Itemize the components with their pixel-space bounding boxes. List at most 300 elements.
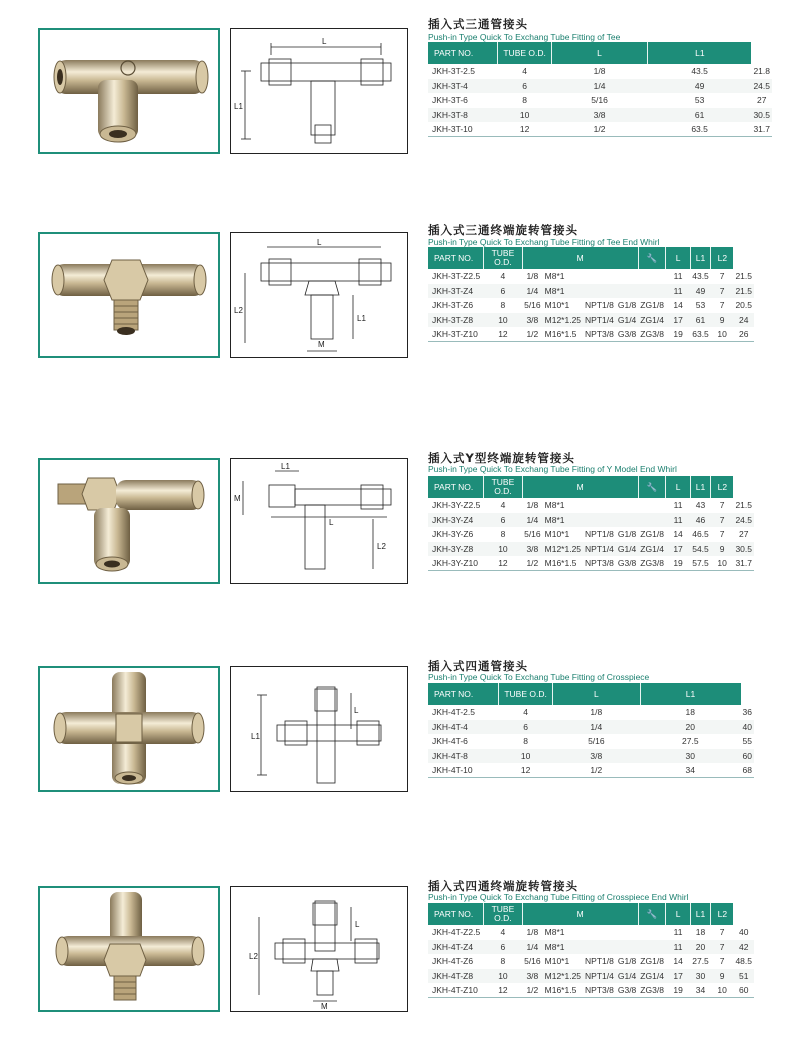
table-cell: 1/2 xyxy=(590,765,603,775)
th-L1: L1 xyxy=(640,683,741,705)
table-cell: 34 xyxy=(695,985,706,995)
title-cn: 插入式三通管接头 xyxy=(428,17,528,31)
table-cell: ZG1/8 xyxy=(640,300,664,311)
th-L1: L1 xyxy=(690,903,711,925)
table-row xyxy=(428,763,754,778)
y-end-whirl-drawing-svg xyxy=(231,459,409,585)
table-cell: 60 xyxy=(742,750,752,761)
table-row xyxy=(428,64,772,79)
table-cell: 12 xyxy=(498,985,508,995)
table-cell: 7 xyxy=(719,500,725,511)
th-tube-od: TUBE O.D. xyxy=(484,903,522,925)
table-cell: JKH-3T-4 xyxy=(432,80,468,91)
table-cell: 19 xyxy=(673,985,683,995)
table-cell: 17 xyxy=(673,314,683,325)
table-row xyxy=(428,527,754,542)
table-row xyxy=(428,284,754,299)
table-cell: G3/8 xyxy=(617,558,637,568)
table-row xyxy=(428,542,754,557)
technical-drawing-tee xyxy=(230,28,408,154)
tee-drawing-svg xyxy=(231,29,409,155)
table-row xyxy=(428,122,772,137)
table-cell: 5/16 xyxy=(524,529,541,540)
table-cell: NPT3/8 xyxy=(585,329,614,339)
th-L1: L1 xyxy=(648,42,752,64)
th-L2: L2 xyxy=(711,247,734,269)
technical-drawing-y-end-whirl xyxy=(230,458,408,584)
table-cell: 46.5 xyxy=(692,529,709,540)
table-row xyxy=(428,79,772,94)
table-cell: JKH-3T-Z4 xyxy=(432,285,474,296)
section-crosspiece-end-whirl xyxy=(0,870,790,1050)
table-cell: JKH-4T-10 xyxy=(432,765,473,775)
title-cn: 插入式四通管接头 xyxy=(428,659,528,673)
table-cell: 21.5 xyxy=(735,500,752,511)
table-cell: 20 xyxy=(685,721,696,732)
table-cell xyxy=(616,284,638,299)
table-cell: 49 xyxy=(695,285,706,296)
crosspiece-drawing-svg xyxy=(231,667,409,793)
th-L: L xyxy=(553,683,640,705)
table-cell: 24.5 xyxy=(753,80,770,91)
spec-table-tee xyxy=(428,42,772,137)
th-part-no: PART NO. xyxy=(428,903,484,925)
th-L1: L1 xyxy=(690,476,711,498)
th-part-no: PART NO. xyxy=(428,42,498,64)
table-row xyxy=(428,327,754,342)
technical-drawing-tee-end-whirl xyxy=(230,232,408,358)
section-tee xyxy=(0,0,790,180)
table-cell xyxy=(583,513,616,528)
table-cell: JKH-3Y-Z4 xyxy=(432,514,474,525)
th-L: L xyxy=(551,42,647,64)
table-cell: M16*1.5 xyxy=(544,329,577,339)
crosspiece-end-whirl-drawing-svg xyxy=(231,887,409,1013)
wrench-icon: 🔧 xyxy=(638,247,666,269)
table-cell: 21.5 xyxy=(735,271,752,282)
table-cell: 26 xyxy=(738,329,749,339)
table-cell: 4 xyxy=(523,707,528,718)
table-cell xyxy=(638,925,666,940)
table-cell xyxy=(616,940,638,955)
table-cell: 46 xyxy=(695,514,706,525)
table-row xyxy=(428,513,754,528)
table-cell: 48.5 xyxy=(735,956,752,967)
table-cell xyxy=(616,513,638,528)
table-cell: 63.5 xyxy=(692,329,709,339)
table-cell: 51 xyxy=(738,970,749,981)
table-cell: 61 xyxy=(695,314,706,325)
table-cell: 18 xyxy=(685,707,696,718)
table-cell: 1/8 xyxy=(590,707,603,718)
table-cell: 8 xyxy=(500,300,506,311)
table-cell: G1/4 xyxy=(617,314,637,325)
table-cell: JKH-4T-Z8 xyxy=(432,970,474,981)
table-cell: 19 xyxy=(673,329,683,339)
table-cell: 4 xyxy=(522,66,527,77)
table-cell: 6 xyxy=(500,285,506,296)
product-photo-tee xyxy=(38,28,220,154)
table-cell xyxy=(638,284,666,299)
table-cell: 3/8 xyxy=(526,314,539,325)
product-photo-crosspiece xyxy=(38,666,220,792)
table-cell: 10 xyxy=(717,329,727,339)
table-cell: JKH-3T-Z6 xyxy=(432,300,474,311)
table-cell: NPT1/8 xyxy=(585,300,614,311)
table-cell: ZG3/8 xyxy=(640,558,664,568)
table-cell: 27 xyxy=(738,529,749,540)
table-cell: 20.5 xyxy=(735,300,752,311)
th-tube-od: TUBE O.D. xyxy=(484,476,522,498)
th-tube-od: TUBE O.D. xyxy=(484,247,522,269)
table-cell: 31.7 xyxy=(753,124,770,134)
table-cell: 12 xyxy=(520,765,531,775)
table-cell: 1/4 xyxy=(526,285,539,296)
table-cell: JKH-4T-Z4 xyxy=(432,941,474,952)
table-cell: 3/8 xyxy=(526,543,539,554)
table-cell: 1/2 xyxy=(526,329,539,339)
table-cell: 60 xyxy=(738,985,749,995)
table-cell: JKH-3Y-Z6 xyxy=(432,529,474,540)
table-cell: 8 xyxy=(500,529,506,540)
table-cell: 14 xyxy=(673,529,683,540)
table-cell: 24.5 xyxy=(735,514,752,525)
table-cell xyxy=(638,269,666,284)
table-cell: 30.5 xyxy=(735,543,752,554)
table-cell: 42 xyxy=(738,941,749,952)
table-cell: 10 xyxy=(498,970,508,981)
table-cell: G3/8 xyxy=(617,985,637,995)
table-cell: 61 xyxy=(694,109,705,120)
table-cell: NPT1/4 xyxy=(585,314,614,325)
table-row xyxy=(428,93,772,108)
tee-end-whirl-drawing-svg xyxy=(231,233,409,359)
table-cell: 9 xyxy=(719,543,725,554)
table-cell: NPT1/4 xyxy=(585,970,614,981)
table-cell: JKH-3T-6 xyxy=(432,95,468,106)
table-cell: 1/8 xyxy=(526,271,539,282)
th-tube-od: TUBE O.D. xyxy=(498,42,551,64)
table-cell: 6 xyxy=(500,941,506,952)
table-row xyxy=(428,954,754,969)
table-cell: G1/4 xyxy=(617,970,637,981)
table-cell: 55 xyxy=(742,736,752,747)
title-en: Push-in Type Quick To Exchang Tube Fitting of Tee End Whirl xyxy=(428,237,660,247)
spec-table-crosspiece-end-whirl xyxy=(428,903,754,998)
table-cell: 53 xyxy=(694,95,705,106)
table-cell: JKH-3Y-Z8 xyxy=(432,543,474,554)
tee-end-whirl-image xyxy=(40,234,218,356)
table-cell xyxy=(616,498,638,513)
table-cell: 21.5 xyxy=(735,285,752,296)
title-cn: 插入式四通终端旋转管接头 xyxy=(428,879,578,893)
section-crosspiece xyxy=(0,650,790,830)
table-cell: 8 xyxy=(523,736,528,747)
table-cell: JKH-3T-2.5 xyxy=(432,66,475,77)
th-L: L xyxy=(666,247,690,269)
table-cell: JKH-3T-Z10 xyxy=(432,329,478,339)
table-cell: JKH-4T-4 xyxy=(432,721,468,732)
table-row xyxy=(428,734,754,749)
wrench-icon: 🔧 xyxy=(638,476,666,498)
table-cell: 7 xyxy=(719,956,725,967)
table-cell: 36 xyxy=(742,707,752,718)
table-cell: ZG1/4 xyxy=(640,970,664,981)
table-cell: JKH-3T-Z8 xyxy=(432,314,474,325)
dim-label-L1: L1 xyxy=(281,462,290,471)
table-cell xyxy=(638,513,666,528)
table-cell: 11 xyxy=(673,285,683,296)
table-cell: 43 xyxy=(695,500,706,511)
table-cell: 7 xyxy=(719,529,725,540)
table-cell: 10 xyxy=(717,558,727,568)
th-L2: L2 xyxy=(711,903,734,925)
th-tube-od: TUBE O.D. xyxy=(499,683,553,705)
product-photo-crosspiece-end-whirl xyxy=(38,886,220,1012)
crosspiece-image xyxy=(40,668,218,790)
product-photo-y-end-whirl xyxy=(38,458,220,584)
th-L: L xyxy=(666,476,690,498)
table-cell: 10 xyxy=(520,750,531,761)
crosspiece-end-whirl-image xyxy=(40,888,218,1010)
table-row xyxy=(428,313,754,328)
table-cell xyxy=(583,284,616,299)
table-cell: 1/8 xyxy=(593,66,606,77)
table-cell: G1/8 xyxy=(617,956,637,967)
section-y-end-whirl xyxy=(0,440,790,620)
table-cell: 12 xyxy=(519,124,530,134)
dim-label-L: L xyxy=(317,238,322,247)
table-cell: 11 xyxy=(673,271,683,282)
table-cell: 30 xyxy=(685,750,696,761)
table-cell: 68 xyxy=(742,765,752,775)
table-cell: 5/16 xyxy=(588,736,605,747)
table-cell: ZG1/8 xyxy=(640,956,664,967)
table-cell: M16*1.5 xyxy=(544,985,577,995)
table-cell: 7 xyxy=(719,300,725,311)
table-cell xyxy=(583,940,616,955)
table-cell: M10*1 xyxy=(544,300,570,311)
table-cell: 49 xyxy=(694,80,705,91)
tee-fitting-image xyxy=(40,30,218,152)
table-cell: 63.5 xyxy=(691,124,708,134)
table-cell: 1/4 xyxy=(526,514,539,525)
table-cell: 10 xyxy=(519,109,530,120)
table-cell: G1/8 xyxy=(617,529,637,540)
table-cell: JKH-4T-Z2.5 xyxy=(432,927,481,938)
spec-table-crosspiece xyxy=(428,683,754,778)
table-cell: 6 xyxy=(522,80,527,91)
table-cell xyxy=(616,925,638,940)
table-cell: 10 xyxy=(717,985,727,995)
table-cell xyxy=(583,925,616,940)
table-cell: JKH-4T-6 xyxy=(432,736,468,747)
table-cell: 43.5 xyxy=(691,66,708,77)
table-cell: 9 xyxy=(719,314,725,325)
table-row xyxy=(428,108,772,123)
table-cell: 27 xyxy=(756,95,767,106)
title-cn: 插入式Y型终端旋转管接头 xyxy=(428,451,575,465)
table-cell: 8 xyxy=(500,956,506,967)
table-cell: JKH-4T-2.5 xyxy=(432,707,475,718)
table-cell: 14 xyxy=(673,300,683,311)
table-cell: 3/8 xyxy=(526,970,539,981)
table-row xyxy=(428,705,754,720)
table-row xyxy=(428,720,754,735)
table-cell: ZG1/4 xyxy=(640,314,664,325)
table-cell: 1/2 xyxy=(526,558,539,568)
table-row xyxy=(428,298,754,313)
table-cell: G1/8 xyxy=(617,300,637,311)
spec-table-y-end-whirl xyxy=(428,476,754,571)
table-cell: 1/2 xyxy=(593,124,606,134)
y-end-whirl-image xyxy=(40,460,218,582)
table-cell: NPT1/8 xyxy=(585,956,614,967)
th-part-no: PART NO. xyxy=(428,247,484,269)
table-cell: G3/8 xyxy=(617,329,637,339)
table-cell: 9 xyxy=(719,970,725,981)
section-tee-end-whirl xyxy=(0,214,790,394)
table-cell: M8*1 xyxy=(544,285,565,296)
table-cell: 19 xyxy=(673,558,683,568)
table-cell: 1/4 xyxy=(593,80,606,91)
table-cell: ZG1/4 xyxy=(640,543,664,554)
table-cell xyxy=(638,940,666,955)
th-L: L xyxy=(666,903,690,925)
table-cell: 27.5 xyxy=(692,956,709,967)
table-row xyxy=(428,969,754,984)
th-M: M xyxy=(522,247,638,269)
table-cell: 1/4 xyxy=(590,721,603,732)
table-cell: 7 xyxy=(719,927,725,938)
dim-label-L1: L1 xyxy=(251,732,260,741)
table-cell: 53 xyxy=(695,300,706,311)
table-cell: M8*1 xyxy=(544,500,565,511)
dim-label-L2: L2 xyxy=(234,306,243,315)
technical-drawing-crosspiece xyxy=(230,666,408,792)
table-cell: 40 xyxy=(738,927,749,938)
table-cell: 7 xyxy=(719,941,725,952)
table-cell: M10*1 xyxy=(544,529,570,540)
table-cell: 57.5 xyxy=(692,558,709,568)
th-part-no: PART NO. xyxy=(428,476,484,498)
table-cell: 11 xyxy=(673,514,683,525)
table-cell: M12*1.25 xyxy=(544,543,582,554)
table-cell: 4 xyxy=(500,927,506,938)
dim-label-L: L xyxy=(355,920,360,929)
table-cell: 8 xyxy=(522,95,527,106)
table-cell: 24 xyxy=(738,314,749,325)
table-cell xyxy=(583,498,616,513)
table-cell: G1/4 xyxy=(617,543,637,554)
table-cell: NPT3/8 xyxy=(585,558,614,568)
table-cell: ZG3/8 xyxy=(640,985,664,995)
th-L1: L1 xyxy=(690,247,711,269)
th-M: M xyxy=(522,903,638,925)
table-cell xyxy=(583,269,616,284)
table-cell: NPT3/8 xyxy=(585,985,614,995)
table-cell: JKH-4T-Z6 xyxy=(432,956,474,967)
table-cell: 1/8 xyxy=(526,500,539,511)
table-cell: M8*1 xyxy=(544,941,565,952)
table-cell: JKH-3T-Z2.5 xyxy=(432,271,481,282)
table-cell: 5/16 xyxy=(524,956,541,967)
table-cell: JKH-3Y-Z2.5 xyxy=(432,500,481,511)
table-cell: 43.5 xyxy=(692,271,709,282)
table-cell: JKH-4T-8 xyxy=(432,750,468,761)
table-cell: M12*1.25 xyxy=(544,314,582,325)
table-cell: 1/4 xyxy=(526,941,539,952)
table-cell: 7 xyxy=(719,271,725,282)
table-cell: 11 xyxy=(673,500,683,511)
title-en: Push-in Type Quick To Exchang Tube Fitting of Crosspiece End Whirl xyxy=(428,892,689,902)
dim-label-L1: L1 xyxy=(234,102,243,111)
table-cell: 10 xyxy=(498,543,508,554)
table-cell: JKH-3T-8 xyxy=(432,109,468,120)
table-row xyxy=(428,269,754,284)
title-en: Push-in Type Quick To Exchang Tube Fitting of Crosspiece xyxy=(428,672,650,682)
table-cell: 17 xyxy=(673,970,683,981)
th-L2: L2 xyxy=(711,476,734,498)
table-cell: 12 xyxy=(498,558,508,568)
table-cell: 54.5 xyxy=(692,543,709,554)
th-M: M xyxy=(522,476,638,498)
table-cell: JKH-4T-Z10 xyxy=(432,985,478,995)
title-cn: 插入式三通终端旋转管接头 xyxy=(428,223,578,237)
table-cell: 6 xyxy=(523,721,528,732)
table-cell: 12 xyxy=(498,329,508,339)
table-cell: M8*1 xyxy=(544,927,565,938)
table-cell: ZG1/8 xyxy=(640,529,664,540)
title-en: Push-in Type Quick To Exchang Tube Fitting of Y Model End Whirl xyxy=(428,464,677,474)
technical-drawing-crosspiece-end-whirl xyxy=(230,886,408,1012)
table-cell: 5/16 xyxy=(524,300,541,311)
table-cell: 40 xyxy=(742,721,752,732)
table-cell: 11 xyxy=(673,941,683,952)
dim-label-M: M xyxy=(234,494,241,503)
dim-label-L: L xyxy=(354,706,359,715)
table-row xyxy=(428,498,754,513)
product-photo-tee-end-whirl xyxy=(38,232,220,358)
table-cell: 7 xyxy=(719,514,725,525)
table-cell: M12*1.25 xyxy=(544,970,582,981)
table-cell: NPT1/8 xyxy=(585,529,614,540)
table-cell: 1/8 xyxy=(526,927,539,938)
table-row xyxy=(428,983,754,998)
table-cell: 27.5 xyxy=(682,736,699,747)
table-row xyxy=(428,925,754,940)
table-cell xyxy=(616,269,638,284)
table-cell: 3/8 xyxy=(590,750,603,761)
table-cell: 6 xyxy=(500,514,506,525)
table-cell: M8*1 xyxy=(544,514,565,525)
table-cell: 7 xyxy=(719,285,725,296)
dim-label-M: M xyxy=(318,340,325,349)
dim-label-L1: L1 xyxy=(357,314,366,323)
dim-label-L: L xyxy=(322,37,327,46)
table-cell: 1/2 xyxy=(526,985,539,995)
table-cell: JKH-3T-10 xyxy=(432,124,473,134)
dim-label-M: M xyxy=(321,1002,328,1011)
table-row xyxy=(428,556,754,571)
table-cell: 3/8 xyxy=(593,109,606,120)
table-cell: 34 xyxy=(685,765,696,775)
table-cell: M16*1.5 xyxy=(544,558,577,568)
dim-label-L2: L2 xyxy=(377,542,386,551)
table-cell: 20 xyxy=(695,941,706,952)
table-cell xyxy=(638,498,666,513)
wrench-icon: 🔧 xyxy=(638,903,666,925)
